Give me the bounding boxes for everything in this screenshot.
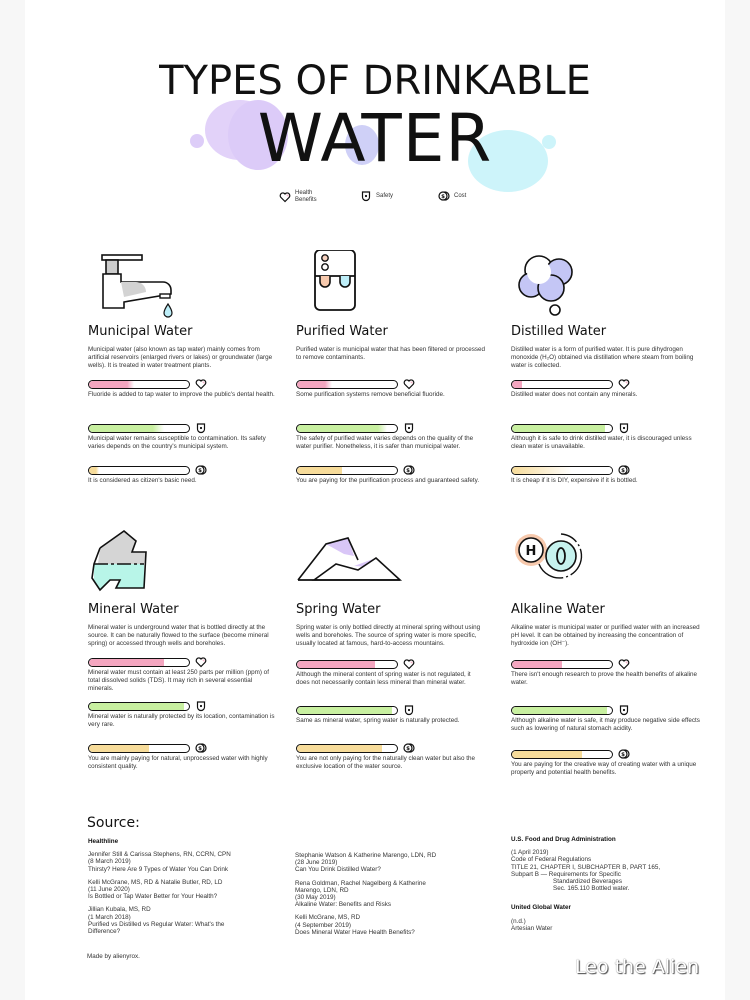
- svg-text:$: $: [621, 752, 625, 758]
- health-metric: [511, 378, 711, 399]
- cost-note: It is cheap if it is DIY, expensive if it is bottled.: [511, 477, 638, 484]
- heart-icon: [618, 378, 630, 390]
- legend: [0, 190, 750, 210]
- health-metric: [88, 378, 288, 399]
- cost-bar: [296, 744, 398, 753]
- sources-column-1: [88, 838, 278, 941]
- card-title: Alkaline Water: [511, 602, 605, 617]
- shield-icon: [195, 422, 207, 434]
- made-by-credit: Made by alienyrox.: [87, 953, 140, 960]
- health-note: Mineral water must contain at least 250 parts per million (ppm) of total dissolved solids (TDS). It may rich in several essential minerals.: [88, 669, 269, 692]
- health-metric: [88, 656, 288, 693]
- source-entry: Jillian Kubala, MS, RD (1 March 2018) Purified vs Distilled vs Regular Water: What's the Difference?: [88, 906, 225, 936]
- cost-note: You are mainly paying for natural, unprocessed water with highly consistent quality.: [88, 755, 268, 770]
- source-entry: Kelli McGrane, MS, RD & Natalie Butler, RD, LD (11 June 2020) Is Bottled or Tap Water Better for Your Health?: [88, 878, 223, 901]
- health-note: Fluoride is added to tap water to improve the public's dental health.: [88, 391, 275, 398]
- title-line2: WATER: [257, 100, 493, 177]
- safety-bar: [511, 424, 613, 433]
- safety-metric: [511, 704, 711, 733]
- safety-note: Same as mineral water, spring water is naturally protected.: [296, 717, 460, 724]
- faucet-icon: [88, 250, 278, 320]
- heart-icon: [618, 658, 630, 670]
- source-entry: Rena Goldman, Rachel Nagelberg & Katherine Marengo, LDN, RD (30 May 2019) Alkaline Water: Benefits and Risks: [295, 879, 426, 909]
- source-entry: Kelli McGrane, MS, RD (4 September 2019) Does Mineral Water Have Health Benefits?: [295, 914, 415, 936]
- shield-icon: [618, 422, 630, 434]
- shield-icon: [360, 190, 372, 202]
- cost-note: You are paying for the creative way of creating water with a unique property and potential health benefits.: [511, 761, 697, 776]
- health-note: Distilled water does not contain any minerals.: [511, 391, 638, 398]
- dollar-coin-icon: [438, 190, 450, 202]
- sources-column-3: [511, 836, 711, 938]
- health-bar: [88, 380, 190, 389]
- safety-note: Municipal water remains susceptible to contamination. Its safety varies depends on the country's municipal system.: [88, 435, 266, 450]
- card-description: Mineral water is underground water that is bottled directly at the source. It can be naturally flowed to the surface (become mineral spring) or accessed through wells and boreholes.: [88, 624, 269, 647]
- cost-bar: [511, 750, 613, 759]
- health-note: Although the mineral content of spring water is not regulated, it does not necessarily contain less mineral than mineral water.: [296, 671, 471, 686]
- svg-text:$: $: [198, 468, 202, 474]
- cost-bar: [88, 744, 190, 753]
- source-org: United Global Water: [511, 904, 571, 912]
- safety-note: Mineral water is naturally protected by its location, contamination is very rare.: [88, 713, 275, 728]
- svg-text:H: H: [525, 544, 537, 559]
- dollar-coin-icon: [403, 464, 415, 476]
- dollar-coin-icon: [618, 748, 630, 760]
- cost-metric: [511, 748, 711, 777]
- cost-note: You are paying for the purification process and guaranteed safety.: [296, 477, 480, 484]
- health-bar: [88, 658, 190, 667]
- safety-bar: [88, 424, 190, 433]
- legend-health: Health Benefits: [279, 190, 317, 204]
- heart-icon: [195, 656, 207, 668]
- card-title: Municipal Water: [88, 324, 193, 339]
- safety-note: The safety of purified water varies depends on the quality of the water purifier. Nonetheless, it is safer than municipal water.: [296, 435, 474, 450]
- safety-metric: [511, 422, 711, 451]
- svg-text:$: $: [198, 746, 202, 752]
- card-description: Spring water is only bottled directly at mineral spring without using wells and boreholes. The source of spring water is more specific, usually located at famous, hard-to-access mountains.: [296, 624, 481, 647]
- heart-icon: [403, 378, 415, 390]
- card-description: Municipal water (also known as tap water) mainly comes from artificial reservoirs (enlarged rivers or lakes) or groundwater (large wells). It is treated in water treatment plants.: [88, 346, 273, 369]
- svg-text:$: $: [406, 746, 410, 752]
- health-note: There isn't enough research to prove the health benefits of alkaline water.: [511, 671, 698, 686]
- cost-metric: [296, 742, 496, 771]
- source-org: Healthline: [88, 838, 119, 845]
- legend-safety: Safety: [360, 190, 393, 202]
- card-title: Spring Water: [296, 602, 381, 617]
- card-description: Alkaline water is municipal water or purified water with an increased pH level. It can be obtained by increasing the concentration of hydroxide ion (OH⁻).: [511, 624, 700, 647]
- safety-metric: [88, 422, 288, 451]
- dollar-coin-icon: [195, 742, 207, 754]
- watermark: Leo the Alien: [575, 956, 700, 978]
- card-description: Distilled water is a form of purified water. It is pure dihydrogen monoxide (H₂O) obtained via distillation where steam from boiling water is collected.: [511, 346, 694, 369]
- safety-bar: [88, 702, 190, 711]
- shield-icon: [403, 422, 415, 434]
- sources-column-2: [295, 852, 485, 942]
- dollar-coin-icon: [195, 464, 207, 476]
- health-bar: [296, 380, 398, 389]
- safety-note: Although it is safe to drink distilled water, it is discouraged unless clean water is unavailable.: [511, 435, 692, 450]
- safety-metric: [296, 422, 496, 451]
- source-org: U.S. Food and Drug Administration: [511, 836, 616, 843]
- card-title: Distilled Water: [511, 324, 607, 339]
- hydroxide-molecule-icon: [511, 528, 701, 598]
- safety-note: Although alkaline water is safe, it may produce negative side effects such as lowering of natural stomach acidity.: [511, 717, 700, 732]
- health-metric: [296, 378, 496, 399]
- cost-metric: [88, 742, 288, 771]
- safety-bar: [296, 706, 398, 715]
- health-metric: [296, 658, 496, 687]
- cost-metric: [88, 464, 288, 485]
- cost-bar: [88, 466, 190, 475]
- health-note: Some purification systems remove beneficial fluoride.: [296, 391, 445, 398]
- cost-bar: [511, 466, 613, 475]
- dollar-coin-icon: [403, 742, 415, 754]
- water-dispenser-icon: [296, 250, 486, 320]
- safety-metric: [296, 704, 496, 725]
- svg-text:$: $: [621, 468, 625, 474]
- sources-heading: Source:: [87, 815, 140, 831]
- card-description: Purified water is municipal water that has been filtered or processed to remove contaminants.: [296, 346, 486, 361]
- cost-note: It is considered as citizen's basic need.: [88, 477, 197, 484]
- safety-bar: [511, 706, 613, 715]
- source-entry: (n.d.) Artesian Water: [511, 917, 553, 932]
- heart-icon: [403, 658, 415, 670]
- svg-text:$: $: [441, 194, 445, 200]
- cost-metric: [296, 464, 496, 485]
- source-entry: Jennifer Still & Carissa Stephens, RN, CCRN, CPN (8 March 2019) Thirsty? Here Are 9 Types of Water You Can Drink: [88, 851, 231, 873]
- source-entry: (1 April 2019) Code of Federal Regulations TITLE 21, CHAPTER I, SUBCHAPTER B, PART 165, Subpart B — Requirements for Specific Standardized Beverages Sec. 165.110 Bottled water.: [511, 849, 661, 893]
- svg-text:$: $: [406, 468, 410, 474]
- title-line1: TYPES OF DRINKABLE: [159, 58, 591, 104]
- mountain-icon: [296, 528, 486, 598]
- steam-cloud-icon: [511, 250, 701, 320]
- heart-icon: [195, 378, 207, 390]
- cost-bar: [296, 466, 398, 475]
- card-title: Purified Water: [296, 324, 388, 339]
- mineral-rock-icon: [88, 528, 278, 598]
- health-bar: [511, 380, 613, 389]
- shield-icon: [195, 700, 207, 712]
- shield-icon: [618, 704, 630, 716]
- shield-icon: [403, 704, 415, 716]
- cost-note: You are not only paying for the naturally clean water but also the exclusive location of the water source.: [296, 755, 475, 770]
- health-bar: [296, 660, 398, 669]
- health-metric: [511, 658, 711, 687]
- health-bar: [511, 660, 613, 669]
- legend-cost: $ Cost: [438, 190, 466, 202]
- cost-metric: [511, 464, 711, 485]
- dollar-coin-icon: [618, 464, 630, 476]
- safety-metric: [88, 700, 288, 729]
- heart-icon: [279, 191, 291, 203]
- card-title: Mineral Water: [88, 602, 179, 617]
- source-entry: Stephanie Watson & Katherine Marengo, LDN, RD (28 June 2019) Can You Drink Distilled Water?: [295, 852, 437, 874]
- safety-bar: [296, 424, 398, 433]
